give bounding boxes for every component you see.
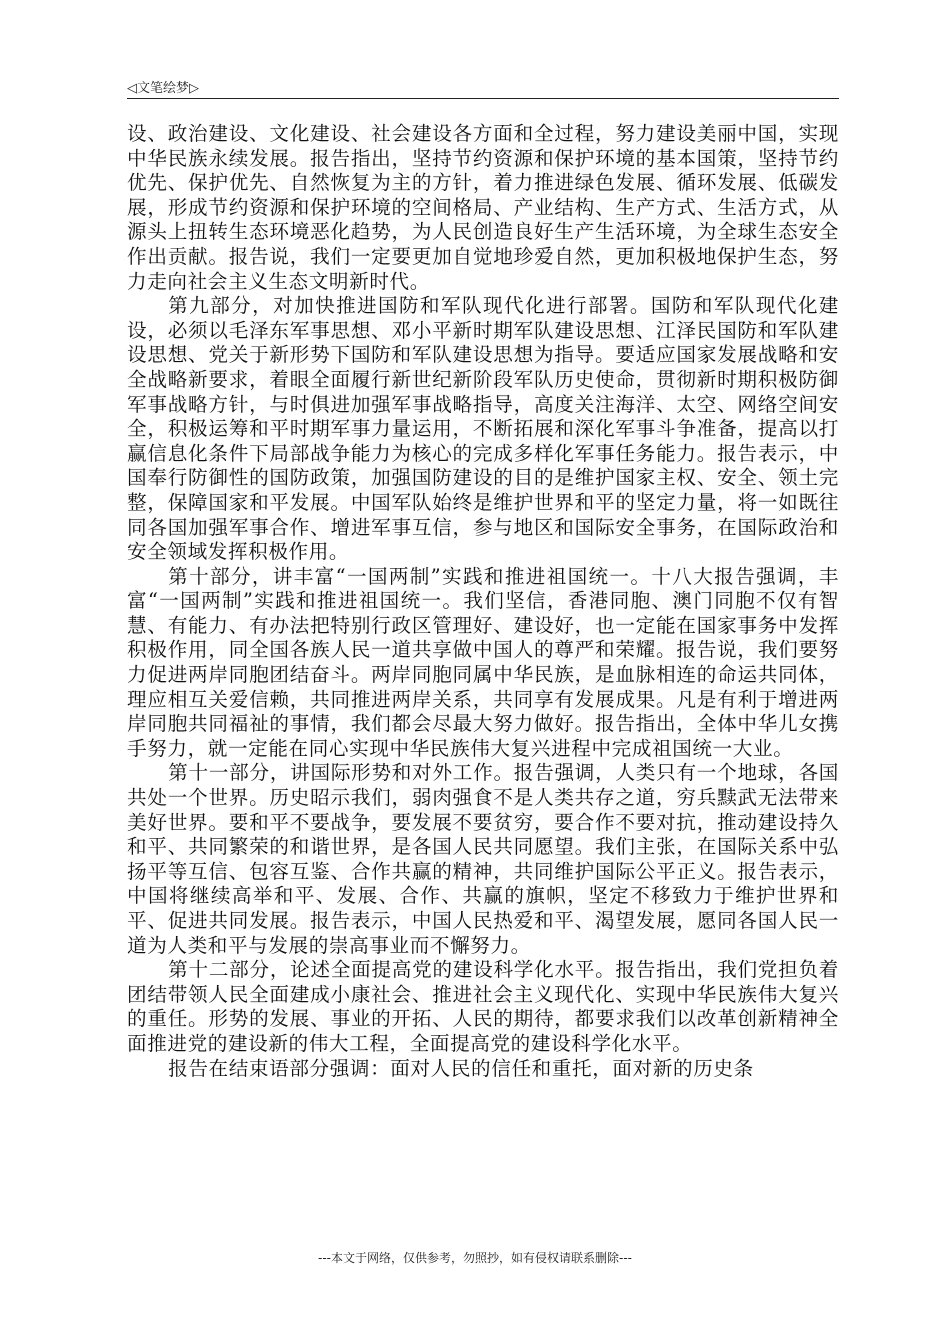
paragraph-part-nine: 第九部分，对加快推进国防和军队现代化进行部署。国防和军队现代化建设，必须以毛泽东军事思想、邓小平新时期军队建设思想、江泽民国防和军队建设思想、党关于新形势下国防和军队建设思想为指导。要适应国家发展战略和安全战略新要求，着眼全面履行新世纪新阶段军队历史使命，贯彻新时期积极防御军事战略方针，与时俱进加强军事战略指导，高度关注海洋、太空、网络空间安全，积极运筹和平时期军事力量运用，不断拓展和深化军事斗争准备，提高以打赢信息化条件下局部战争能力为核心的完成多样化军事任务能力。报告表示，中国奉行防御性的国防政策，加强国防建设的目的是维护国家主权、安全、领土完整，保障国家和平发展。中国军队始终是维护世界和平的坚定力量，将一如既往同各国加强军事合作、增进军事互信，参与地区和国际安全事务，在国际政治和安全领域发挥积极作用。 [127,294,839,564]
paragraph-conclusion: 报告在结束语部分强调：面对人民的信任和重托，面对新的历史条 [168,1056,754,1080]
page-header [127,74,839,99]
document-body [127,122,839,1081]
paragraph-part-ten: 第十部分，讲丰富“一国两制”实践和推进祖国统一。十八大报告强调，丰富“一国两制”实践和推进祖国统一。我们坚信，香港同胞、澳门同胞不仅有智慧、有能力、有办法把特别行政区管理好、建设好，也一定能在国家事务中发挥积极作用，同全国各族人民一道共享做中国人的尊严和荣耀。报告说，我们要努力促进两岸同胞团结奋斗。两岸同胞同属中华民族，是血脉相连的命运共同体，理应相互关爱信赖，共同推进两岸关系，共同享有发展成果。凡是有利于增进两岸同胞共同福祉的事情，我们都会尽最大努力做好。报告指出，全体中华儿女携手努力，就一定能在同心实现中华民族伟大复兴进程中完成祖国统一大业。 [127,564,839,760]
paragraph-part-eleven: 第十一部分，讲国际形势和对外工作。报告强调，人类只有一个地球，各国共处一个世界。历史昭示我们，弱肉强食不是人类共存之道，穷兵黩武无法带来美好世界。要和平不要战争，要发展不要贫穷，要合作不要对抗，推动建设持久和平、共同繁荣的和谐世界，是各国人民共同愿望。我们主张，在国际关系中弘扬平等互信、包容互鉴、合作共赢的精神，共同维护国际公平正义。报告表示，中国将继续高举和平、发展、合作、共赢的旗帜，坚定不移致力于维护世界和平、促进共同发展。报告表示，中国人民热爱和平、渴望发展，愿同各国人民一道为人类和平与发展的崇高事业而不懈努力。 [127,761,839,957]
paragraph-ecology-continued: 设、政治建设、文化建设、社会建设各方面和全过程，努力建设美丽中国，实现中华民族永续发展。报告指出，坚持节约资源和保护环境的基本国策，坚持节约优先、保护优先、自然恢复为主的方针，着力推进绿色发展、循环发展、低碳发展，形成节约资源和保护环境的空间格局、产业结构、生产方式、生活方式，从源头上扭转生态环境恶化趋势，为人民创造良好生产生活环境，为全球生态安全作出贡献。报告说，我们一定要更加自觉地珍爱自然，更加积极地保护生态，努力走向社会主义生态文明新时代。 [127,122,839,293]
page-footer: ---本文于网络，仅供参考，勿照抄，如有侵权请联系删除--- [318,1251,632,1265]
paragraph-part-twelve: 第十二部分，论述全面提高党的建设科学化水平。报告指出，我们党担负着团结带领人民全面建成小康社会、推进社会主义现代化、实现中华民族伟大复兴的重任。形势的发展、事业的开拓、人民的期待，都要求我们以改革创新精神全面推进党的建设新的伟大工程，全面提高党的建设科学化水平。 [127,958,839,1055]
header-title: ◁文笔绘梦▷ [127,81,199,96]
